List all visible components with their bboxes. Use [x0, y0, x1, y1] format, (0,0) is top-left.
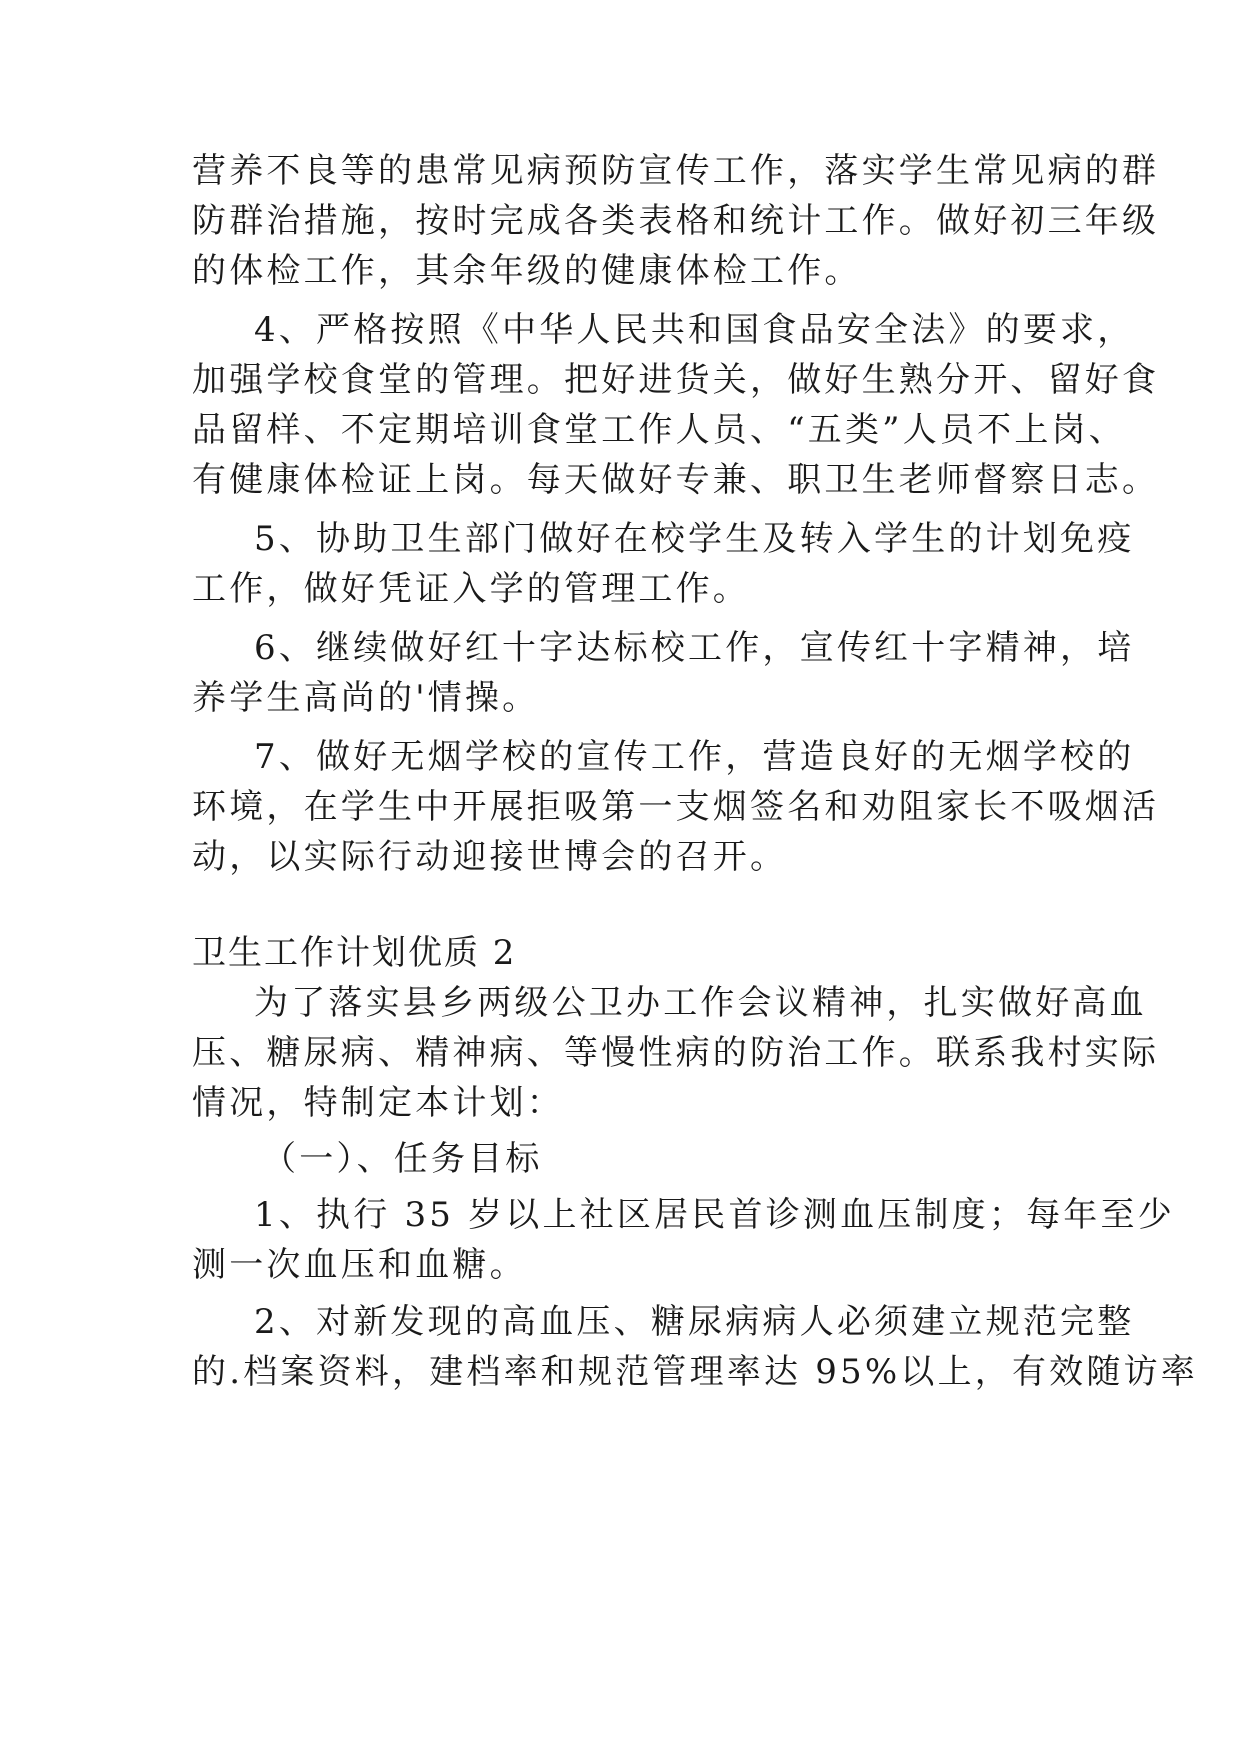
paragraph-line: 情况，特制定本计划： — [192, 1083, 564, 1123]
paragraph-line: 防群治措施，按时完成各类表格和统计工作。做好初三年级 — [192, 201, 1160, 241]
paragraph-line: 动，以实际行动迎接世博会的召开。 — [192, 837, 788, 877]
paragraph-line: 有健康体检证上岗。每天做好专兼、职卫生老师督察日志。 — [192, 460, 1160, 500]
list-item-2: 2、对新发现的高血压、糖尿病病人必须建立规范完整 — [254, 1302, 1135, 1342]
paragraph-line: 养学生高尚的'情操。 — [192, 678, 540, 718]
subsection-heading: （一）、任务目标 — [262, 1139, 543, 1179]
paragraph-line: 营养不良等的患常见病预防宣传工作，落实学生常见病的群 — [192, 151, 1160, 191]
paragraph-line: 测一次血压和血糖。 — [192, 1245, 527, 1285]
paragraph-line: 加强学校食堂的管理。把好进货关，做好生熟分开、留好食 — [192, 360, 1160, 400]
list-item-6: 6、继续做好红十字达标校工作，宣传红十字精神，培 — [254, 628, 1135, 668]
list-item-5: 5、协助卫生部门做好在校学生及转入学生的计划免疫 — [254, 519, 1135, 559]
paragraph-line: 为了落实县乡两级公卫办工作会议精神，扎实做好高血 — [254, 983, 1147, 1023]
paragraph-line: 的体检工作，其余年级的健康体检工作。 — [192, 251, 862, 291]
list-item-4: 4、严格按照《中华人民共和国食品安全法》的要求， — [254, 310, 1135, 350]
list-item-7: 7、做好无烟学校的宣传工作，营造良好的无烟学校的 — [254, 737, 1135, 777]
paragraph-line: 品留样、不定期培训食堂工作人员、“五类”人员不上岗、 — [192, 410, 1126, 450]
paragraph-line: 环境，在学生中开展拒吸第一支烟签名和劝阻家长不吸烟活 — [192, 787, 1160, 827]
section-heading: 卫生工作计划优质 2 — [192, 933, 517, 973]
paragraph-line: 的.档案资料，建档率和规范管理率达 95%以上，有效随访率 — [192, 1352, 1198, 1392]
list-item-1: 1、执行 35 岁以上社区居民首诊测血压制度；每年至少 — [254, 1195, 1175, 1235]
paragraph-line: 压、糖尿病、精神病、等慢性病的防治工作。联系我村实际 — [192, 1033, 1160, 1073]
paragraph-line: 工作，做好凭证入学的管理工作。 — [192, 569, 750, 609]
